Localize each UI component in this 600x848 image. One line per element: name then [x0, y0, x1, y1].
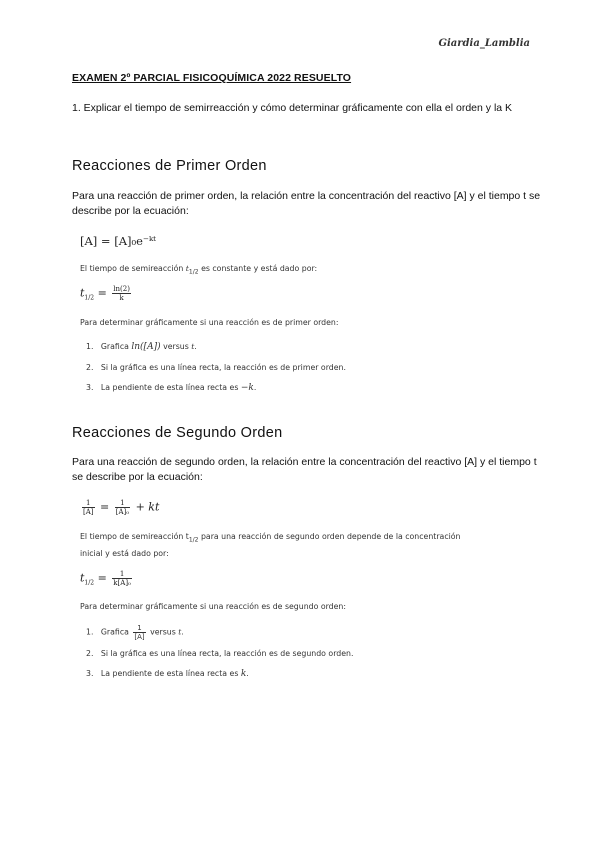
first-order-graph-intro: Para determinar gráficamente si una reacción es de primer orden:	[80, 318, 339, 327]
exam-title: EXAMEN 2º PARCIAL FISICOQUÍMICA 2022 RESUELTO	[72, 72, 352, 84]
halflife-subscript: 1/2	[188, 536, 199, 544]
step-post: versus	[147, 627, 179, 637]
first-order-equation: [A] = [A]₀e⁻ᵏᵗ	[80, 234, 157, 248]
fraction-numerator: 1	[133, 624, 145, 633]
fraction-denominator: [A]₀	[115, 508, 130, 516]
halflife-label: El tiempo de semireacción t	[80, 532, 189, 541]
halflife-rest: para una reacción de segundo orden depende de la concentración	[198, 532, 461, 541]
first-order-intro: Para una reacción de primer orden, la relación entre la concentración del reactivo [A] y el tiempo t se describe por la ecuación:	[72, 190, 541, 217]
step-post: versus	[160, 342, 192, 351]
step-text: Grafica	[100, 342, 132, 351]
first-order-heading: Reacciones de Primer Orden	[72, 158, 267, 174]
step-number: 1.	[86, 342, 94, 351]
second-order-step-2	[86, 649, 353, 658]
step-end: .	[181, 627, 184, 637]
step-math: −k	[240, 383, 254, 393]
second-order-heading: Reacciones de Segundo Orden	[72, 425, 283, 441]
second-order-step-1	[86, 624, 184, 641]
step-number: 3.	[86, 383, 94, 392]
author-name: Giardia_Lamblia	[438, 38, 530, 49]
fraction-numerator: ln(2)	[113, 285, 130, 293]
eq-fraction-left	[82, 499, 95, 516]
eq-equals: =	[94, 571, 111, 585]
second-order-halflife-text	[80, 530, 480, 560]
step-math2: t	[178, 627, 182, 637]
step-math: ln([A])	[131, 342, 161, 352]
step-number: 1.	[86, 627, 94, 637]
eq-equals: =	[96, 500, 113, 514]
eq-rest: + kt	[132, 500, 160, 514]
halflife-fraction	[112, 570, 132, 587]
fraction-denominator: k[A]₀	[113, 579, 131, 587]
step-text: La pendiente de esta línea recta es	[100, 669, 241, 678]
second-order-intro: Para una reacción de segundo orden, la relación entre la concentración del reactivo [A] y el tiempo t se describe por la ecuación:	[72, 456, 537, 483]
step-end: .	[194, 342, 197, 351]
eq-t-sub: 1/2	[84, 579, 95, 587]
halflife-rest: es constante y está dado por:	[201, 264, 318, 273]
halflife-line2: inicial y está dado por:	[80, 548, 169, 558]
halflife-fraction	[112, 285, 131, 302]
step-text: Si la gráfica es una línea recta, la reacción es de primer orden.	[100, 363, 346, 372]
step-fraction	[133, 624, 145, 641]
question-text: 1. Explicar el tiempo de semirreacción y cómo determinar gráficamente con ella el orden y la K	[72, 102, 513, 114]
first-order-step-3	[86, 383, 256, 393]
halflife-symbol: t	[185, 264, 189, 273]
step-text: Si la gráfica es una línea recta, la reacción es de segundo orden.	[100, 649, 354, 658]
second-order-graph-intro: Para determinar gráficamente si una reacción es de segundo orden:	[80, 602, 346, 611]
second-order-step-3	[86, 669, 249, 679]
step-number: 3.	[86, 669, 94, 678]
first-order-halflife-equation	[80, 285, 133, 302]
step-text: La pendiente de esta línea recta es	[100, 383, 241, 392]
halflife-subscript: 1/2	[188, 268, 199, 276]
step-number: 2.	[86, 649, 94, 658]
eq-fraction-right	[115, 499, 130, 516]
step-end: .	[246, 669, 249, 678]
first-order-halflife-text	[80, 262, 480, 279]
second-order-halflife-equation	[80, 570, 134, 587]
fraction-numerator: 1	[82, 499, 95, 508]
first-order-step-2	[86, 363, 346, 372]
fraction-denominator: [A]	[134, 633, 145, 641]
eq-t: t	[80, 286, 85, 300]
step-number: 2.	[86, 363, 94, 372]
second-order-equation	[80, 499, 159, 516]
fraction-numerator: 1	[112, 570, 132, 579]
eq-equals: =	[94, 286, 111, 300]
halflife-label: El tiempo de semireacción	[80, 264, 184, 273]
fraction-denominator: k	[119, 294, 124, 302]
first-order-step-1	[86, 342, 197, 352]
fraction-denominator: [A]	[83, 508, 94, 516]
step-math2: t	[191, 342, 195, 351]
step-end: .	[253, 383, 257, 392]
eq-t-sub: 1/2	[84, 294, 95, 302]
step-math2: k	[240, 669, 247, 679]
step-text: Grafica	[100, 627, 132, 637]
fraction-numerator: 1	[115, 499, 130, 508]
eq-t: t	[80, 571, 85, 585]
